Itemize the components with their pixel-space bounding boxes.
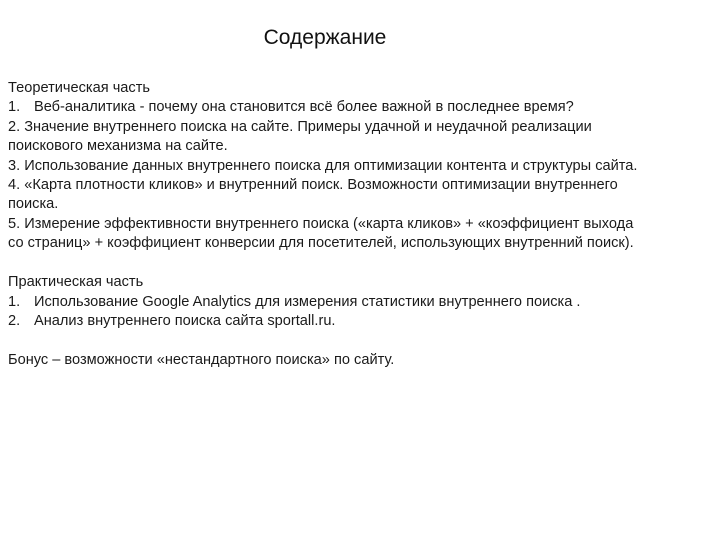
theory-item-2-line-1: 2. Значение внутреннего поиска на сайте. Примеры удачной и неудачной реализации: [8, 118, 592, 135]
theory-item-1-text: Веб-аналитика - почему она становится всё более важной в последнее время?: [34, 99, 574, 116]
practice-heading: Практическая часть: [8, 274, 144, 291]
contents-body: [8, 79, 716, 370]
practice-item-1-number: 1.: [8, 293, 21, 310]
theory-item-5-line-2: со страниц» + коэффициент конверсии для посетителей, использующих внутренний поиск).: [8, 235, 634, 252]
theory-item-1-number: 1.: [8, 99, 21, 116]
bonus-line: Бонус – возможности «нестандартного поиска» по сайту.: [8, 352, 395, 369]
slide-title: Содержание: [263, 26, 387, 49]
theory-item-4-line-1: 4. «Карта плотности кликов» и внутренний поиск. Возможности оптимизации внутреннего: [8, 177, 618, 194]
practice-item-2: [8, 312, 716, 331]
theory-item-4-line-2: поиска.: [8, 196, 59, 213]
theory-item-3: 3. Использование данных внутреннего поиска для оптимизации контента и структуры сайта.: [8, 157, 638, 174]
theory-item-2-line-2: поискового механизма на сайте.: [8, 138, 228, 155]
practice-item-2-number: 2.: [8, 313, 21, 330]
theory-item-1: [8, 98, 716, 117]
theory-item-5-line-1: 5. Измерение эффективности внутреннего поиска («карта кликов» + «коэффициент выхода: [8, 215, 634, 232]
section-spacer: [8, 331, 716, 351]
theory-heading: Теоретическая часть: [8, 80, 151, 96]
practice-item-1-text: Использование Google Analytics для измерения статистики внутреннего поиска .: [34, 293, 581, 310]
section-spacer: [8, 254, 716, 274]
practice-item-1: [8, 293, 716, 312]
practice-item-2-text: Анализ внутреннего поиска сайта sportall.ru.: [34, 313, 336, 330]
